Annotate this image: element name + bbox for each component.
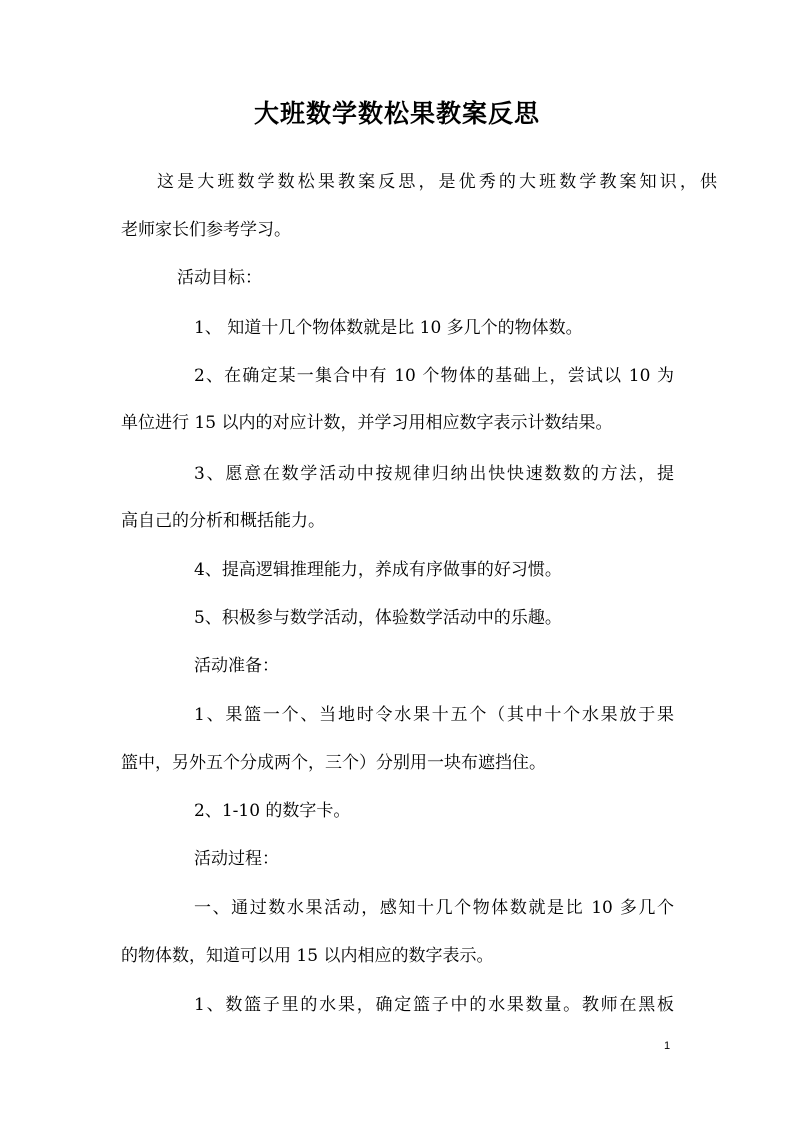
list-item: 1、 知道十几个物体数就是比 10 多几个的物体数。 <box>194 318 583 338</box>
section-heading: 活动准备： <box>194 656 279 676</box>
paragraph-line: 的物体数，知道可以用 15 以内相应的数字表示。 <box>121 946 494 966</box>
paragraph-line: 篮中，另外五个分成两个，三个）分别用一块布遮挡住。 <box>121 753 546 773</box>
paragraph-line: 这是大班数学数松果教案反思，是优秀的大班数学教案知识，供 <box>157 172 717 192</box>
list-item: 3、愿意在数学活动中按规律归纳出快快速数数的方法，提 <box>194 464 674 484</box>
paragraph-line: 老师家长们参考学习。 <box>121 220 291 240</box>
list-item: 2、1-10 的数字卡。 <box>194 801 351 821</box>
list-item: 5、积极参与数学活动，体验数学活动中的乐趣。 <box>194 608 562 628</box>
paragraph-line: 高自己的分析和概括能力。 <box>121 511 325 531</box>
paragraph-line: 单位进行 15 以内的对应计数，并学习用相应数字表示计数结果。 <box>121 413 613 433</box>
document-title: 大班数学数松果教案反思 <box>253 99 540 128</box>
list-item: 一、通过数水果活动，感知十几个物体数就是比 10 多几个 <box>194 898 674 918</box>
section-heading: 活动过程： <box>194 849 279 869</box>
list-item: 1、果篮一个、当地时令水果十五个（其中十个水果放于果 <box>194 705 674 725</box>
section-heading: 活动目标： <box>177 268 262 288</box>
page-number: 1 <box>664 1040 671 1052</box>
list-item: 1、数篮子里的水果，确定篮子中的水果数量。教师在黑板 <box>194 995 674 1015</box>
list-item: 4、提高逻辑推理能力，养成有序做事的好习惯。 <box>194 560 562 580</box>
list-item: 2、在确定某一集合中有 10 个物体的基础上，尝试以 10 为 <box>194 366 674 386</box>
